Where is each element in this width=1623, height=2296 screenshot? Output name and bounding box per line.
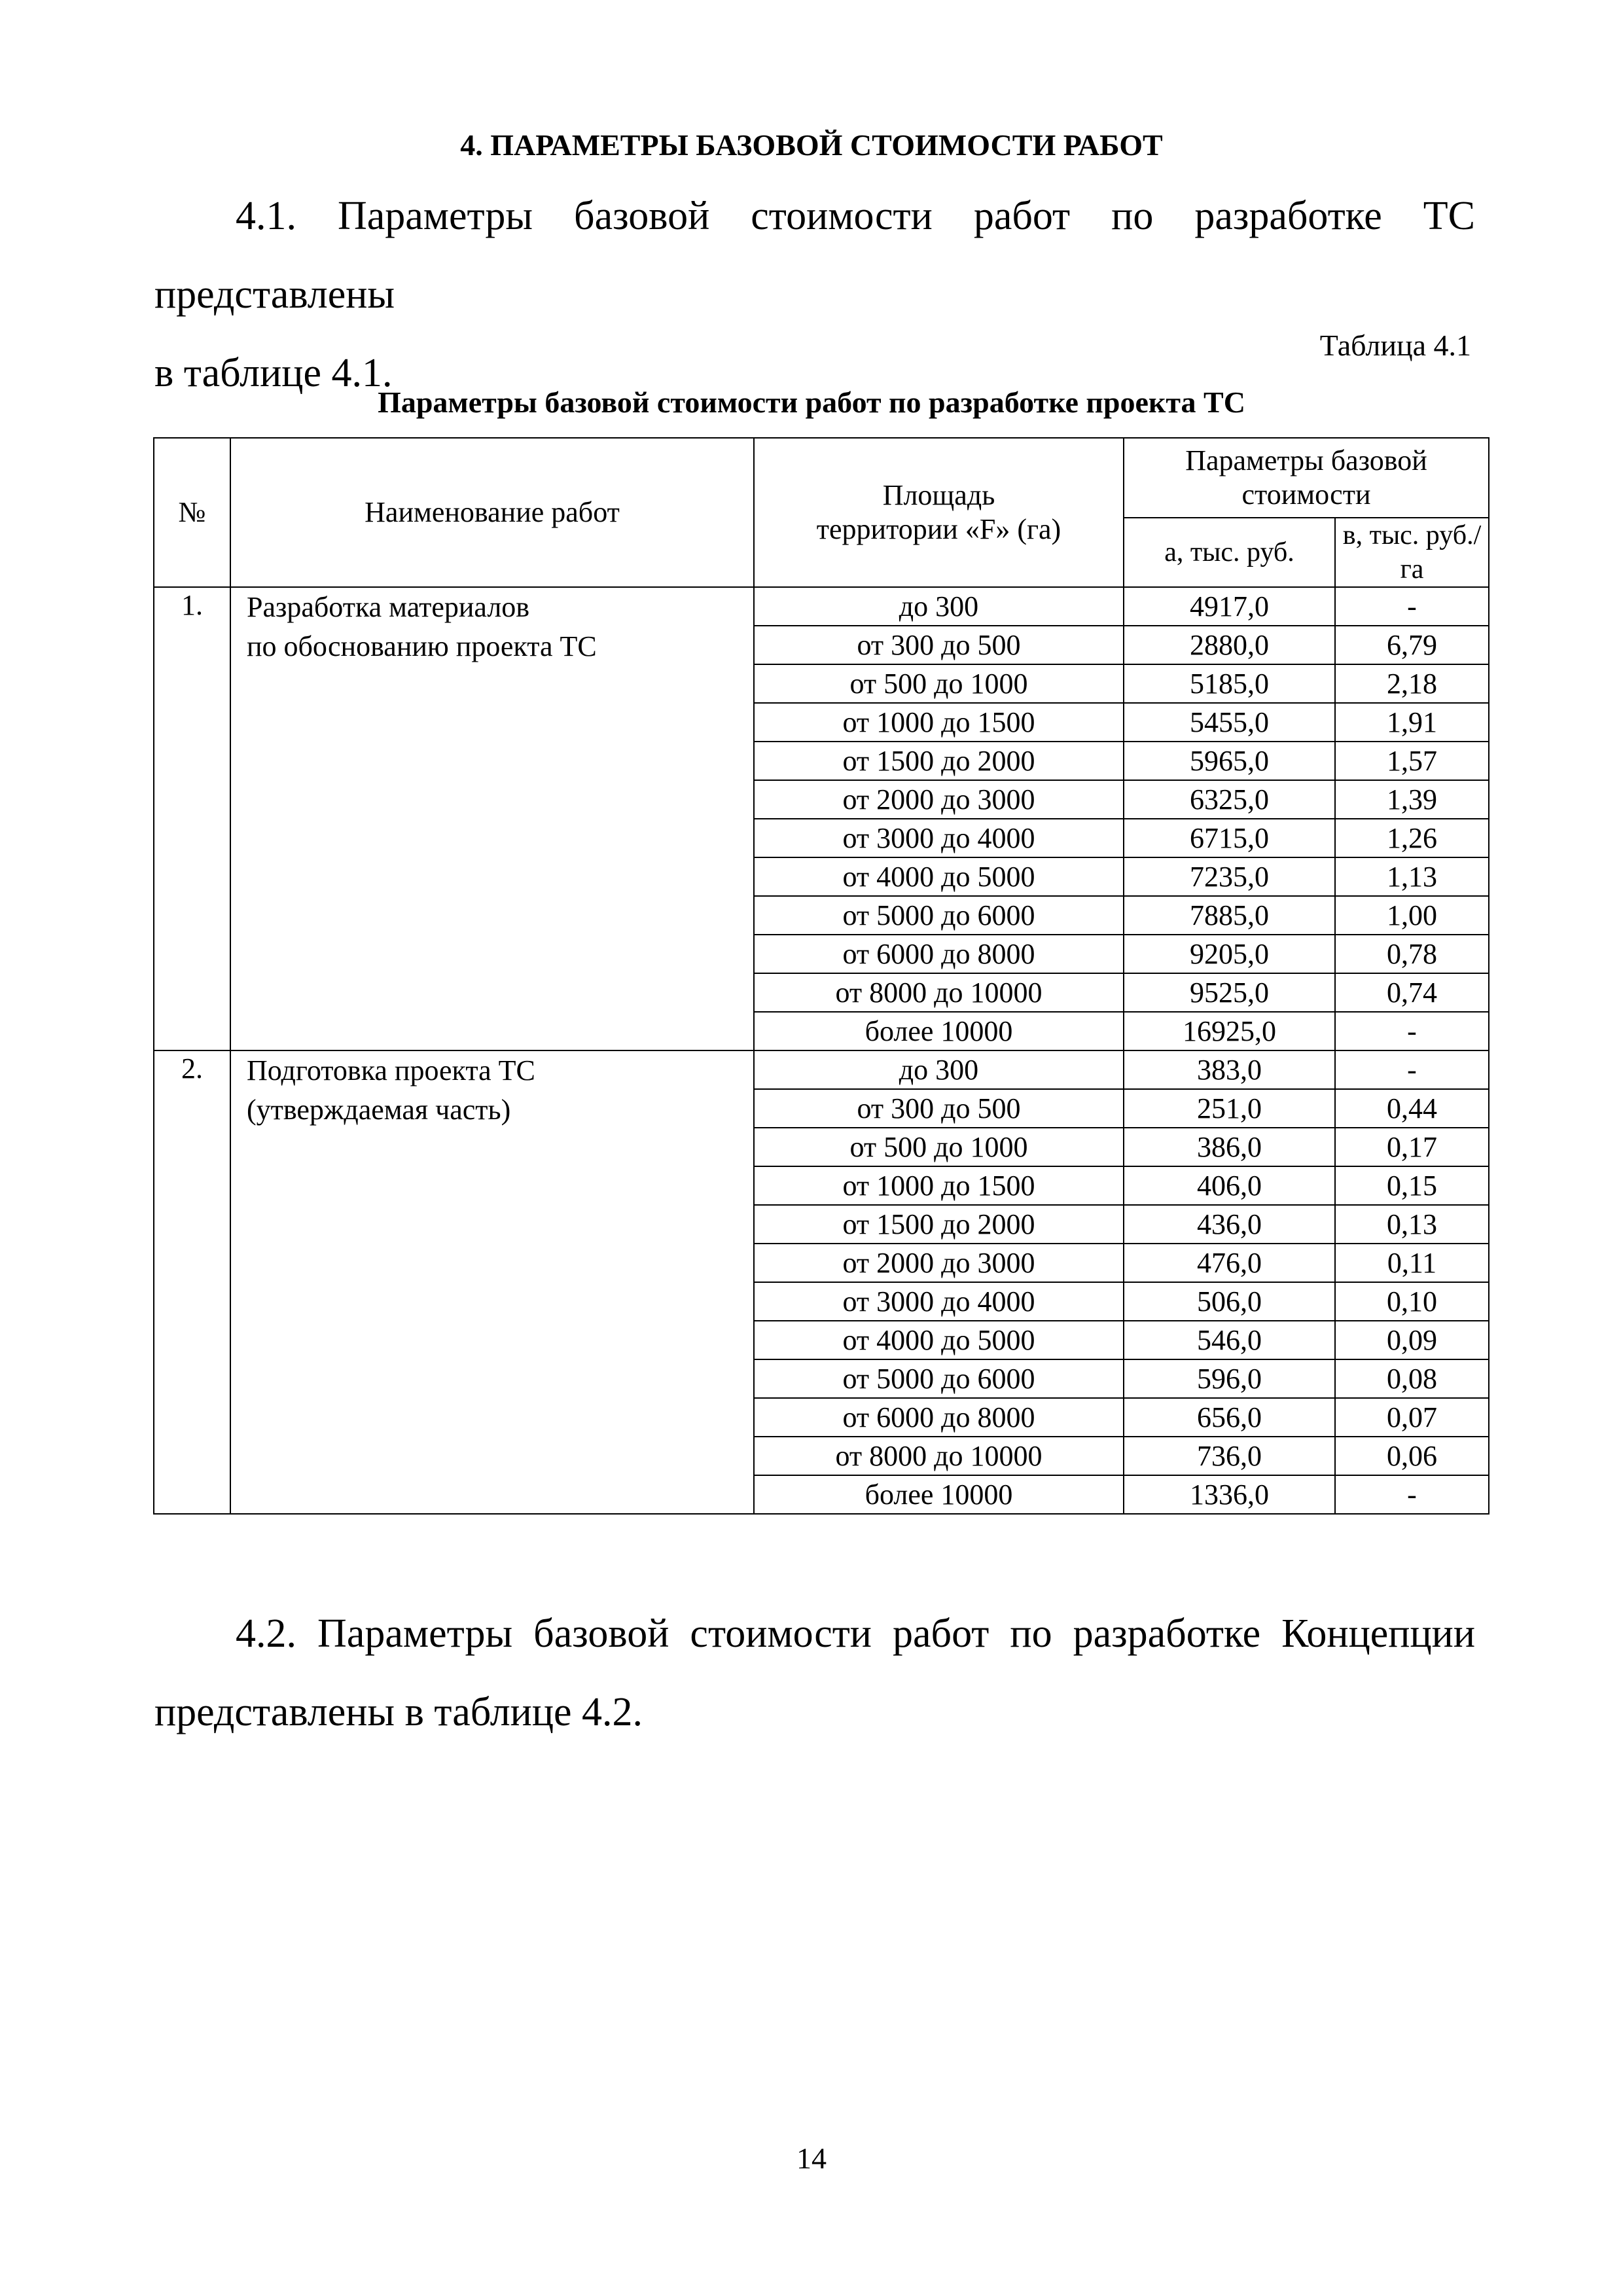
row-number: 2. <box>154 1050 230 1514</box>
area-cell: от 8000 до 10000 <box>754 1437 1124 1475</box>
paragraph-4-2 <box>154 1594 1475 1751</box>
area-cell: от 3000 до 4000 <box>754 819 1124 857</box>
table-row <box>154 1050 1489 1089</box>
area-cell: от 1500 до 2000 <box>754 1205 1124 1244</box>
header-base-cost: Параметры базовой стоимости <box>1124 438 1489 518</box>
cost-a-cell: 436,0 <box>1124 1205 1335 1244</box>
cost-b-cell: 0,11 <box>1335 1244 1489 1282</box>
area-cell: до 300 <box>754 587 1124 626</box>
cost-a-cell: 5455,0 <box>1124 703 1335 742</box>
cost-a-cell: 5185,0 <box>1124 664 1335 703</box>
cost-a-cell: 7235,0 <box>1124 857 1335 896</box>
cost-b-cell: 0,08 <box>1335 1359 1489 1398</box>
cost-a-cell: 2880,0 <box>1124 626 1335 664</box>
cost-b-cell: 0,07 <box>1335 1398 1489 1437</box>
work-name-line: (утверждаемая часть) <box>247 1094 511 1126</box>
paragraph-4-2-line-2: представлены в таблице 4.2. <box>154 1690 643 1734</box>
area-cell: от 500 до 1000 <box>754 1128 1124 1166</box>
cost-b-cell: 1,57 <box>1335 742 1489 780</box>
area-cell: от 1000 до 1500 <box>754 703 1124 742</box>
header-work-name: Наименование работ <box>230 438 754 587</box>
cost-b-cell: 2,18 <box>1335 664 1489 703</box>
cost-a-cell: 4917,0 <box>1124 587 1335 626</box>
cost-b-cell: 0,09 <box>1335 1321 1489 1359</box>
area-cell: от 6000 до 8000 <box>754 1398 1124 1437</box>
area-cell: от 500 до 1000 <box>754 664 1124 703</box>
header-number: № <box>154 438 230 587</box>
area-cell: от 5000 до 6000 <box>754 896 1124 935</box>
table-row <box>154 587 1489 626</box>
page-number: 14 <box>796 2142 827 2175</box>
work-name <box>230 1050 754 1514</box>
area-cell: от 1000 до 1500 <box>754 1166 1124 1205</box>
cost-b-cell: - <box>1335 1012 1489 1050</box>
work-name-line: по обоснованию проекта ТС <box>247 630 597 662</box>
cost-b-cell: 0,06 <box>1335 1437 1489 1475</box>
cost-b-cell: 1,91 <box>1335 703 1489 742</box>
area-cell: от 6000 до 8000 <box>754 935 1124 973</box>
cost-b-cell: 0,74 <box>1335 973 1489 1012</box>
section-heading: 4. ПАРАМЕТРЫ БАЗОВОЙ СТОИМОСТИ РАБОТ <box>460 128 1163 162</box>
cost-b-cell: - <box>1335 587 1489 626</box>
cost-a-cell: 9205,0 <box>1124 935 1335 973</box>
area-cell: более 10000 <box>754 1475 1124 1514</box>
area-cell: от 300 до 500 <box>754 1089 1124 1128</box>
cost-a-cell: 476,0 <box>1124 1244 1335 1282</box>
area-cell: до 300 <box>754 1050 1124 1089</box>
area-cell: от 1500 до 2000 <box>754 742 1124 780</box>
cost-b-cell: 1,13 <box>1335 857 1489 896</box>
table-number: Таблица 4.1 <box>1319 329 1471 362</box>
cost-b-cell: 0,44 <box>1335 1089 1489 1128</box>
cost-parameters-table <box>153 437 1489 1515</box>
paragraph-4-2-line-1: 4.2. Параметры базовой стоимости работ по разработке Концепции <box>236 1611 1475 1656</box>
table-title: Параметры базовой стоимости работ по разработке проекта ТС <box>378 386 1245 419</box>
cost-b-cell: 1,39 <box>1335 780 1489 819</box>
paragraph-4-1-line-1: 4.1. Параметры базовой стоимости работ по разработке ТС представлены <box>154 194 1475 317</box>
cost-a-cell: 736,0 <box>1124 1437 1335 1475</box>
cost-a-cell: 386,0 <box>1124 1128 1335 1166</box>
cost-a-cell: 596,0 <box>1124 1359 1335 1398</box>
cost-b-cell: 1,26 <box>1335 819 1489 857</box>
area-cell: от 8000 до 10000 <box>754 973 1124 1012</box>
cost-a-cell: 506,0 <box>1124 1282 1335 1321</box>
cost-b-cell: 0,13 <box>1335 1205 1489 1244</box>
header-a: а, тыс. руб. <box>1124 518 1335 587</box>
cost-a-cell: 406,0 <box>1124 1166 1335 1205</box>
paragraph-4-1-line-2: в таблице 4.1. <box>154 351 393 395</box>
cost-a-cell: 251,0 <box>1124 1089 1335 1128</box>
paragraph-4-1 <box>154 177 1475 412</box>
cost-b-cell: 0,78 <box>1335 935 1489 973</box>
area-cell: от 300 до 500 <box>754 626 1124 664</box>
cost-b-cell: 0,15 <box>1335 1166 1489 1205</box>
row-number: 1. <box>154 587 230 1050</box>
area-cell: от 2000 до 3000 <box>754 780 1124 819</box>
area-cell: от 4000 до 5000 <box>754 857 1124 896</box>
cost-a-cell: 1336,0 <box>1124 1475 1335 1514</box>
header-area: Площадь территории «F» (га) <box>754 438 1124 587</box>
cost-b-cell: 0,10 <box>1335 1282 1489 1321</box>
cost-a-cell: 9525,0 <box>1124 973 1335 1012</box>
area-cell: более 10000 <box>754 1012 1124 1050</box>
cost-a-cell: 656,0 <box>1124 1398 1335 1437</box>
work-name <box>230 587 754 1050</box>
table-body <box>154 587 1489 1514</box>
cost-b-cell: - <box>1335 1050 1489 1089</box>
header-b: в, тыс. руб./га <box>1335 518 1489 587</box>
work-name-line: Подготовка проекта ТС <box>247 1054 535 1086</box>
area-cell: от 3000 до 4000 <box>754 1282 1124 1321</box>
area-cell: от 4000 до 5000 <box>754 1321 1124 1359</box>
cost-a-cell: 5965,0 <box>1124 742 1335 780</box>
area-cell: от 2000 до 3000 <box>754 1244 1124 1282</box>
cost-a-cell: 383,0 <box>1124 1050 1335 1089</box>
cost-a-cell: 6325,0 <box>1124 780 1335 819</box>
cost-a-cell: 6715,0 <box>1124 819 1335 857</box>
cost-b-cell: 0,17 <box>1335 1128 1489 1166</box>
work-name-line: Разработка материалов <box>247 591 530 623</box>
cost-a-cell: 16925,0 <box>1124 1012 1335 1050</box>
cost-a-cell: 7885,0 <box>1124 896 1335 935</box>
cost-b-cell: - <box>1335 1475 1489 1514</box>
cost-b-cell: 1,00 <box>1335 896 1489 935</box>
cost-b-cell: 6,79 <box>1335 626 1489 664</box>
cost-a-cell: 546,0 <box>1124 1321 1335 1359</box>
area-cell: от 5000 до 6000 <box>754 1359 1124 1398</box>
